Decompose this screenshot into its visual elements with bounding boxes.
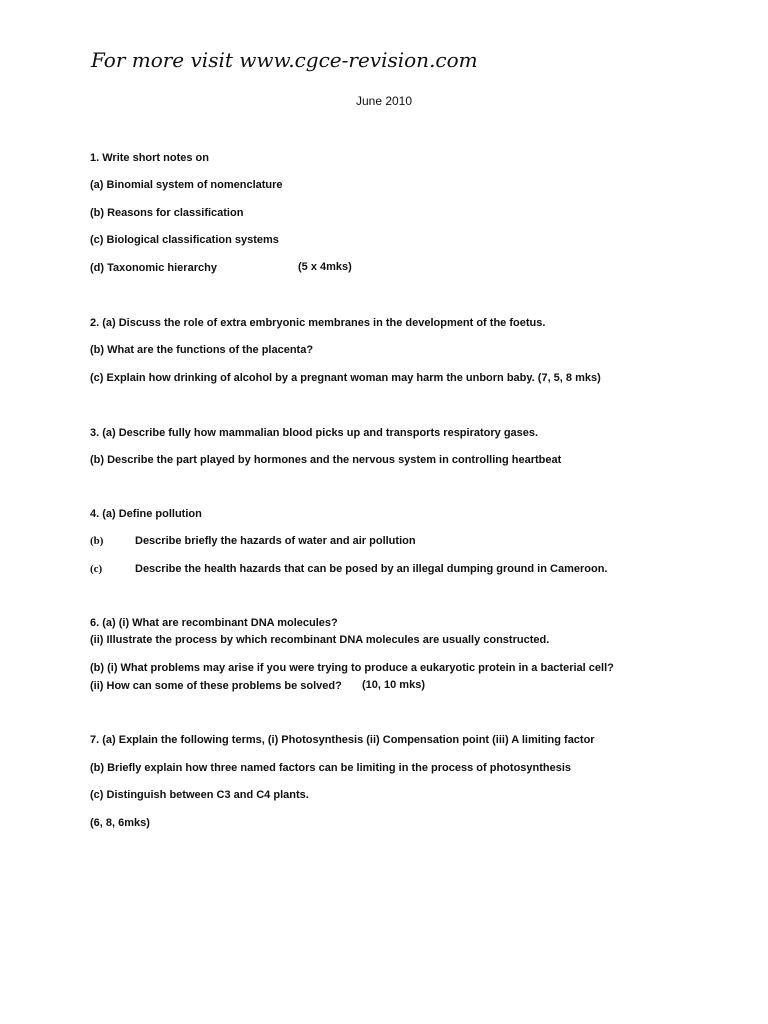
q6-part-b-i: (b) (i) What problems may arise if you were trying to produce a eukaryotic protein in a bacterial cell? [90, 662, 614, 674]
q2-part-b: (b) What are the functions of the placenta? [90, 344, 314, 356]
q4-part-a: 4. (a) Define pollution [90, 508, 202, 520]
q6-part-a-i: 6. (a) (i) What are recombinant DNA molecules? [90, 617, 338, 629]
q7-part-a: 7. (a) Explain the following terms, (i) Photosynthesis (ii) Compensation point (iii) A limiting factor [90, 734, 595, 746]
q1-stem: 1. Write short notes on [90, 152, 209, 164]
q7-part-c: (c) Distinguish between C3 and C4 plants. [90, 789, 309, 801]
q1-part-d: (d) Taxonomic hierarchy [90, 262, 217, 274]
q2-part-c: (c) Explain how drinking of alcohol by a pregnant woman may harm the unborn baby. (7, 5, 8 mks) [90, 372, 601, 384]
q4-letter-b: (b) [90, 535, 104, 547]
q6-part-b-ii: (ii) How can some of these problems be solved? [90, 680, 342, 692]
q2-part-a: 2. (a) Discuss the role of extra embryonic membranes in the development of the foetus. [90, 317, 546, 329]
q4-part-b: Describe briefly the hazards of water and air pollution [135, 535, 416, 547]
q3-part-a: 3. (a) Describe fully how mammalian blood picks up and transports respiratory gases. [90, 427, 539, 439]
q1-part-b: (b) Reasons for classification [90, 207, 244, 219]
site-header: For more visit www.cgce-revision.com [91, 48, 478, 72]
q1-part-c: (c) Biological classification systems [90, 234, 279, 246]
q1-marks: (5 x 4mks) [298, 261, 352, 273]
q4-letter-c: (c) [90, 563, 103, 575]
q6-part-a-ii: (ii) Illustrate the process by which recombinant DNA molecules are usually constructed. [90, 634, 550, 646]
q1-part-a: (a) Binomial system of nomenclature [90, 179, 283, 191]
q7-part-b: (b) Briefly explain how three named factors can be limiting in the process of photosynthesis [90, 762, 572, 774]
q4-part-c: Describe the health hazards that can be posed by an illegal dumping ground in Cameroon. [135, 563, 608, 575]
exam-date: June 2010 [355, 94, 413, 108]
q6-marks: (10, 10 mks) [362, 679, 425, 691]
q3-part-b: (b) Describe the part played by hormones and the nervous system in controlling heartbeat [90, 454, 562, 466]
q7-marks: (6, 8, 6mks) [90, 817, 150, 829]
